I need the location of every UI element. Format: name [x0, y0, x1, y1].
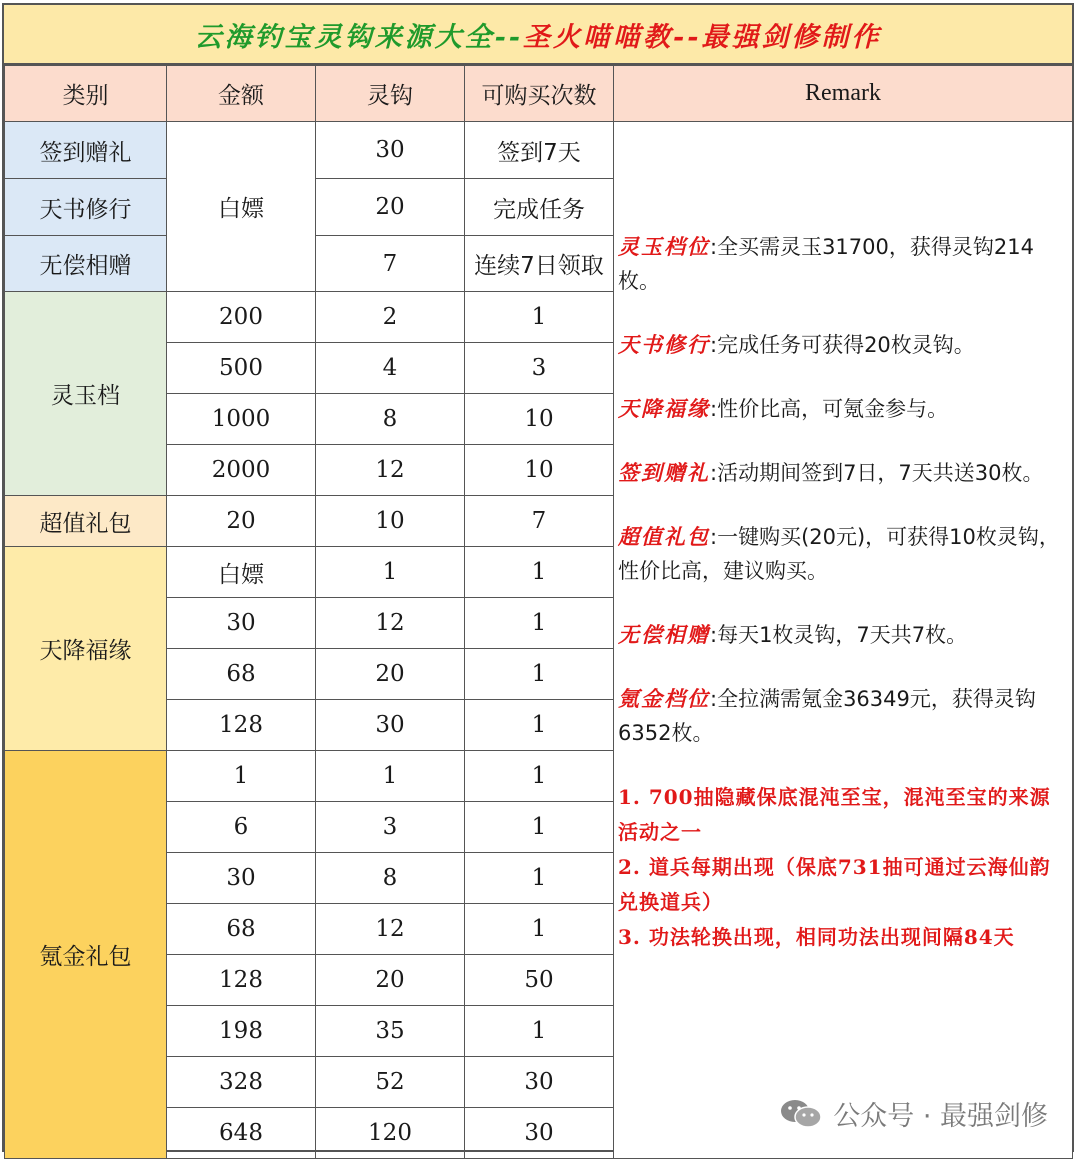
watermark-text: 公众号 · 最强剑修: [833, 1101, 1048, 1132]
remark-jade: 灵玉档位:全买需灵玉31700，获得灵钩214枚。: [618, 234, 1034, 293]
hooks-cell: 1: [316, 751, 465, 802]
category-cell: 天降福缘: [5, 547, 167, 751]
remark-wuchang: 无偿相赠:每天1枚灵钩，7天共7枚。: [618, 622, 968, 647]
times-cell: 完成任务: [465, 179, 614, 236]
amount-cell: 2000: [167, 445, 316, 496]
amount-cell: 30: [167, 853, 316, 904]
amount-cell: 白嫖: [167, 122, 316, 292]
header-remark: Remark: [614, 66, 1073, 122]
hooks-cell: 30: [316, 122, 465, 179]
times-cell: 连续7日领取: [465, 236, 614, 292]
times-cell: 1: [465, 1006, 614, 1057]
wechat-icon: [779, 1098, 823, 1130]
times-cell: 签到7天: [465, 122, 614, 179]
category-cell: 超值礼包: [5, 496, 167, 547]
amount-cell: 20: [167, 496, 316, 547]
amount-cell: 68: [167, 904, 316, 955]
times-cell: 1: [465, 547, 614, 598]
remark-note-2: 2. 道兵每期出现（保底731抽可通过云海仙韵兑换道兵）: [618, 855, 1051, 914]
amount-cell: 200: [167, 292, 316, 343]
times-cell: 1: [465, 904, 614, 955]
times-cell: 1: [465, 751, 614, 802]
amount-cell: 白嫖: [167, 547, 316, 598]
title-part-red: 圣火喵喵教--最强剑修制作: [523, 21, 882, 53]
times-cell: 10: [465, 445, 614, 496]
hooks-cell: 12: [316, 904, 465, 955]
remark-value-pack: 超值礼包:一键购买(20元)，可获得10枚灵钩，性价比高，建议购买。: [618, 524, 1060, 583]
amount-cell: 128: [167, 955, 316, 1006]
header-category: 类别: [5, 66, 167, 122]
hooks-cell: 8: [316, 394, 465, 445]
category-cell: 天书修行: [5, 179, 167, 236]
hooks-cell: 20: [316, 649, 465, 700]
hooks-cell: 2: [316, 292, 465, 343]
amount-cell: 6: [167, 802, 316, 853]
times-cell: 3: [465, 343, 614, 394]
hooks-cell: 30: [316, 700, 465, 751]
amount-cell: 30: [167, 598, 316, 649]
amount-cell: 328: [167, 1057, 316, 1108]
amount-cell: 128: [167, 700, 316, 751]
hook-source-table: [4, 65, 1073, 1159]
times-cell: 1: [465, 292, 614, 343]
hooks-cell: 3: [316, 802, 465, 853]
category-cell: 氪金礼包: [5, 751, 167, 1159]
hooks-cell: 52: [316, 1057, 465, 1108]
amount-cell: 648: [167, 1108, 316, 1159]
hooks-cell: 35: [316, 1006, 465, 1057]
times-cell: 10: [465, 394, 614, 445]
category-cell: 签到赠礼: [5, 122, 167, 179]
times-cell: 30: [465, 1108, 614, 1159]
header-hooks: 灵钩: [316, 66, 465, 122]
remark-sign: 签到赠礼:活动期间签到7日，7天共送30枚。: [618, 460, 1044, 485]
hooks-cell: 10: [316, 496, 465, 547]
amount-cell: 1: [167, 751, 316, 802]
header-times: 可购买次数: [465, 66, 614, 122]
category-cell: 灵玉档: [5, 292, 167, 496]
remark-note-3: 3. 功法轮换出现，相同功法出现间隔84天: [618, 925, 1015, 949]
remark-tianshu: 天书修行:完成任务可获得20枚灵钩。: [618, 332, 975, 357]
hooks-cell: 12: [316, 598, 465, 649]
amount-cell: 68: [167, 649, 316, 700]
watermark: [779, 1094, 1048, 1133]
times-cell: 1: [465, 700, 614, 751]
hooks-cell: 1: [316, 547, 465, 598]
hooks-cell: 12: [316, 445, 465, 496]
category-cell: 无偿相赠: [5, 236, 167, 292]
hooks-cell: 8: [316, 853, 465, 904]
title-part-green: 云海钓宝灵钩来源大全--: [194, 21, 523, 53]
remark-note-1: 1. 700抽隐藏保底混沌至宝，混沌至宝的来源活动之一: [618, 785, 1051, 844]
header-row: [5, 66, 1073, 122]
hooks-cell: 20: [316, 955, 465, 1006]
times-cell: 30: [465, 1057, 614, 1108]
amount-cell: 198: [167, 1006, 316, 1057]
table-row: [5, 122, 1073, 179]
times-cell: 1: [465, 853, 614, 904]
table-title: [4, 5, 1072, 65]
times-cell: 7: [465, 496, 614, 547]
hooks-cell: 7: [316, 236, 465, 292]
remark-krypton: 氪金档位:全拉满需氪金36349元，获得灵钩6352枚。: [618, 686, 1036, 745]
hooks-cell: 4: [316, 343, 465, 394]
times-cell: 1: [465, 598, 614, 649]
hooks-cell: 120: [316, 1108, 465, 1159]
times-cell: 50: [465, 955, 614, 1006]
remark-cell: [614, 122, 1073, 1159]
amount-cell: 500: [167, 343, 316, 394]
remark-luck: 天降福缘:性价比高，可氪金参与。: [618, 396, 949, 421]
amount-cell: 1000: [167, 394, 316, 445]
times-cell: 1: [465, 649, 614, 700]
hooks-cell: 20: [316, 179, 465, 236]
header-amount: 金额: [167, 66, 316, 122]
times-cell: 1: [465, 802, 614, 853]
spreadsheet: [2, 3, 1074, 1152]
